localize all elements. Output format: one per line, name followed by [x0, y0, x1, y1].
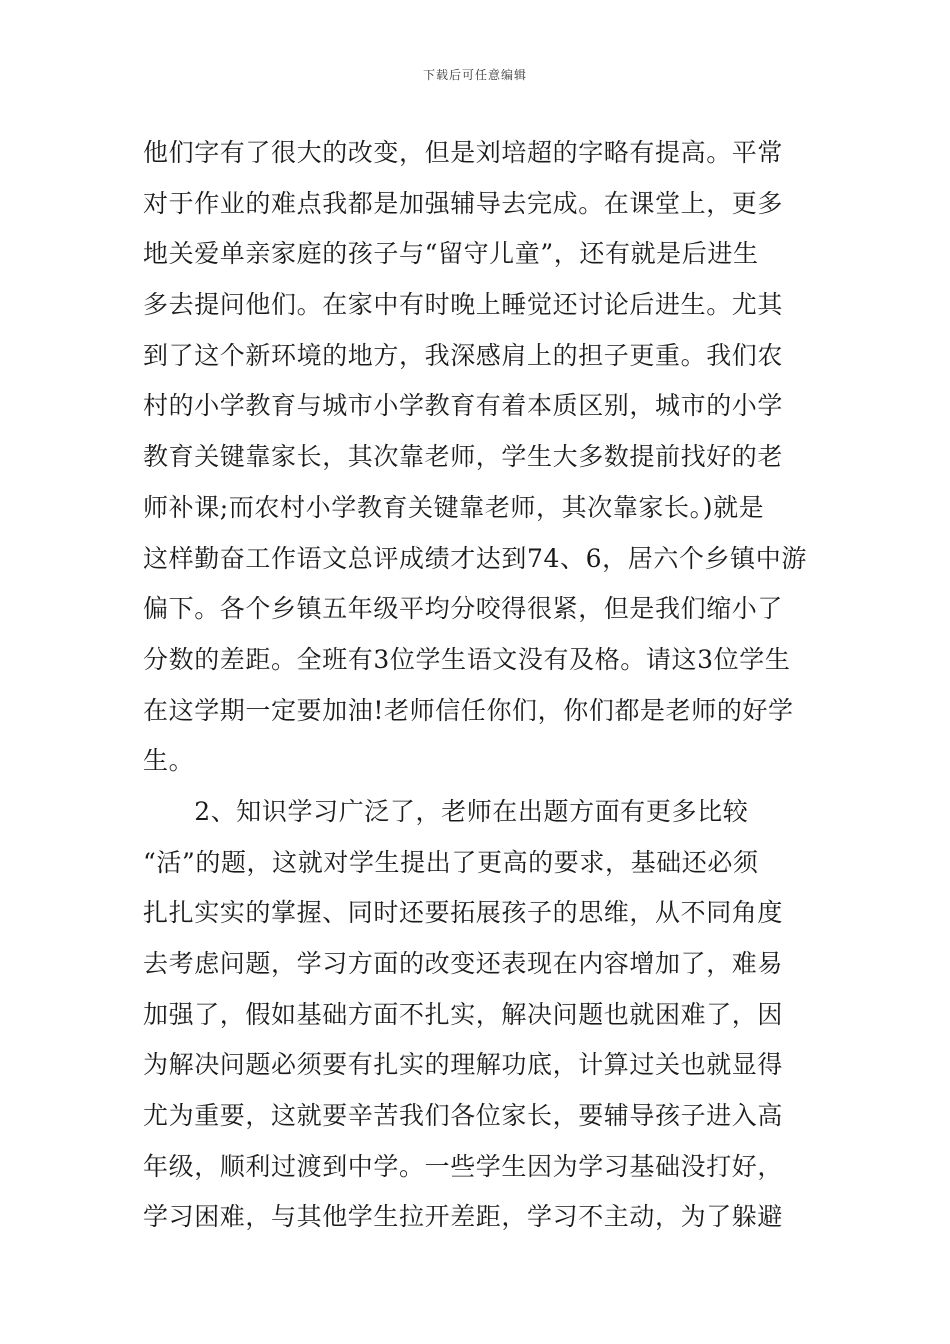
- text-line: 分数的差距。全班有3位学生语文没有及格。请这3位学生: [143, 644, 791, 674]
- text-line: 偏下。各个乡镇五年级平均分咬得很紧，但是我们缩小了: [143, 594, 784, 624]
- text-line: 教育关键靠家长，其次靠老师，学生大多数提前找好的老: [143, 442, 784, 472]
- text-line: 多去提问他们。在家中有时晚上睡觉还讨论后进生。尤其: [143, 290, 784, 320]
- text-line: 为解决问题必须要有扎实的理解功底，计算过关也就显得: [143, 1050, 784, 1080]
- text-line: 年级，顺利过渡到中学。一些学生因为学习基础没打好，: [143, 1151, 784, 1181]
- text-line: 学习困难，与其他学生拉开差距，学习不主动，为了躲避: [143, 1202, 784, 1232]
- text-line: “活”的题，这就对学生提出了更高的要求，基础还必须: [143, 847, 759, 877]
- text-line: 2、知识学习广泛了，老师在出题方面有更多比较: [143, 796, 749, 826]
- text-line: 扎扎实实的掌握、同时还要拓展孩子的思维，从不同角度: [143, 898, 784, 928]
- text-line: 地关爱单亲家庭的孩子与“留守儿童”，还有就是后进生: [143, 239, 759, 269]
- header-note: 下载后可任意编辑: [422, 68, 527, 82]
- text-line: 到了这个新环境的地方，我深感肩上的担子更重。我们农: [143, 340, 784, 370]
- text-line: 去考虑问题，学习方面的改变还表现在内容增加了，难易: [143, 949, 784, 978]
- text-line: 尤为重要，这就要辛苦我们各位家长，要辅导孩子进入高: [143, 1101, 784, 1131]
- text-line: 村的小学教育与城市小学教育有着本质区别，城市的小学: [143, 391, 784, 421]
- text-line: 这样勤奋工作语文总评成绩才达到74、6，居六个乡镇中游: [143, 543, 807, 573]
- text-line: 他们字有了很大的改变，但是刘培超的字略有提高。平常: [143, 138, 784, 167]
- text-line: 在这学期一定要加油!老师信任你们，你们都是老师的好学: [143, 695, 794, 725]
- text-line: 加强了，假如基础方面不扎实，解决问题也就困难了，因: [143, 999, 784, 1029]
- text-line: 对于作业的难点我都是加强辅导去完成。在课堂上，更多: [143, 188, 784, 218]
- text-line: 师补课;而农村小学教育关键靠老师，其次靠家长。)就是: [143, 492, 765, 522]
- document-body: [143, 128, 811, 1243]
- text-line: 生。: [143, 746, 195, 776]
